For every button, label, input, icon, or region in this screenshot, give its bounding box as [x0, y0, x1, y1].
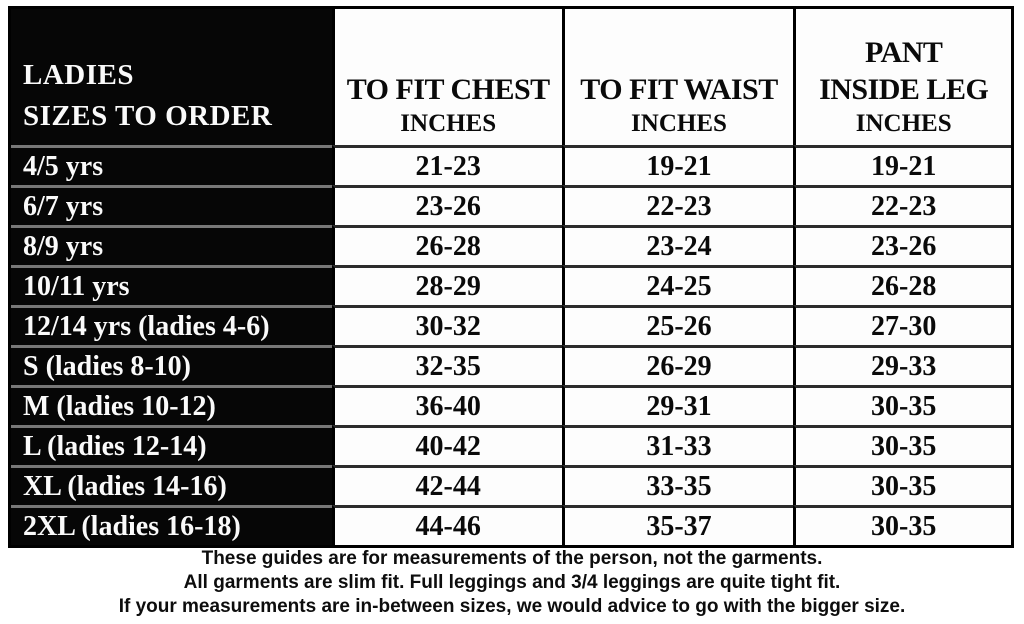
leg-value-cell: 22-23	[793, 185, 1011, 225]
chest-value-cell: 44-46	[332, 505, 562, 545]
header-inside-leg-label: INSIDE LEG	[819, 73, 989, 106]
size-label-cell: 2XL (ladies 16-18)	[11, 505, 332, 545]
chest-value-cell: 26-28	[332, 225, 562, 265]
chest-value-cell: 21-23	[332, 145, 562, 185]
header-row	[11, 9, 1011, 145]
chest-value-cell: 28-29	[332, 265, 562, 305]
header-pant-label: PANT	[864, 36, 943, 69]
table-row	[11, 265, 1011, 305]
table-row	[11, 305, 1011, 345]
table-body	[11, 145, 1011, 545]
table-row	[11, 385, 1011, 425]
table-row	[11, 145, 1011, 185]
size-label-cell: XL (ladies 14-16)	[11, 465, 332, 505]
header-ladies-label: LADIES	[23, 59, 134, 91]
chest-value-cell: 32-35	[332, 345, 562, 385]
table-row	[11, 185, 1011, 225]
waist-value-cell: 31-33	[562, 425, 794, 465]
header-waist-label: TO FIT WAIST	[580, 73, 778, 106]
leg-value-cell: 30-35	[793, 505, 1011, 545]
table-row	[11, 505, 1011, 545]
chest-value-cell: 40-42	[332, 425, 562, 465]
waist-value-cell: 25-26	[562, 305, 794, 345]
waist-value-cell: 33-35	[562, 465, 794, 505]
leg-value-cell: 19-21	[793, 145, 1011, 185]
size-label-cell: M (ladies 10-12)	[11, 385, 332, 425]
header-leg-units: INCHES	[855, 110, 952, 137]
waist-value-cell: 23-24	[562, 225, 794, 265]
leg-value-cell: 30-35	[793, 425, 1011, 465]
chest-value-cell: 30-32	[332, 305, 562, 345]
size-label-cell: 12/14 yrs (ladies 4-6)	[11, 305, 332, 345]
size-label-cell: 10/11 yrs	[11, 265, 332, 305]
leg-value-cell: 29-33	[793, 345, 1011, 385]
table-row	[11, 425, 1011, 465]
header-sizes-to-order	[11, 9, 332, 145]
ladies-size-chart-table	[8, 6, 1014, 548]
chest-value-cell: 23-26	[332, 185, 562, 225]
size-label-cell: S (ladies 8-10)	[11, 345, 332, 385]
header-waist-units: INCHES	[631, 110, 727, 137]
table-row	[11, 345, 1011, 385]
leg-value-cell: 26-28	[793, 265, 1011, 305]
note-line-3: If your measurements are in-between sizes, we would advice to go with the bigger size.	[118, 596, 906, 617]
leg-value-cell: 23-26	[793, 225, 1011, 265]
chest-value-cell: 42-44	[332, 465, 562, 505]
header-chest	[332, 9, 562, 145]
note-line-2: All garments are slim fit. Full leggings and 3/4 leggings are quite tight fit.	[183, 572, 841, 593]
chest-value-cell: 36-40	[332, 385, 562, 425]
size-label-cell: L (ladies 12-14)	[11, 425, 332, 465]
size-label-cell: 4/5 yrs	[11, 145, 332, 185]
size-label-cell: 8/9 yrs	[11, 225, 332, 265]
table-row	[11, 225, 1011, 265]
table-row	[11, 465, 1011, 505]
waist-value-cell: 29-31	[562, 385, 794, 425]
header-chest-label: TO FIT CHEST	[346, 73, 550, 106]
waist-value-cell: 35-37	[562, 505, 794, 545]
leg-value-cell: 30-35	[793, 385, 1011, 425]
measurement-notes	[0, 547, 1024, 619]
leg-value-cell: 27-30	[793, 305, 1011, 345]
header-waist	[562, 9, 794, 145]
waist-value-cell: 26-29	[562, 345, 794, 385]
waist-value-cell: 24-25	[562, 265, 794, 305]
header-chest-units: INCHES	[400, 110, 497, 137]
size-label-cell: 6/7 yrs	[11, 185, 332, 225]
waist-value-cell: 19-21	[562, 145, 794, 185]
waist-value-cell: 22-23	[562, 185, 794, 225]
header-sizes-label: SIZES TO ORDER	[23, 100, 273, 132]
table-header	[11, 9, 1011, 145]
leg-value-cell: 30-35	[793, 465, 1011, 505]
note-line-1: These guides are for measurements of the person, not the garments.	[201, 548, 823, 569]
header-inside-leg	[793, 9, 1011, 145]
